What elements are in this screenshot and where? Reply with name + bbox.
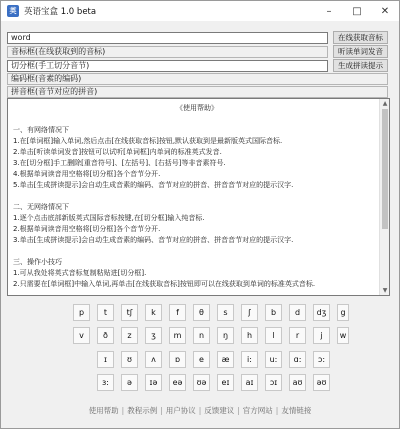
phonetic-key[interactable]: ʌ — [145, 351, 162, 368]
phonetic-key[interactable]: g — [337, 304, 349, 321]
word-input[interactable]: word — [7, 32, 328, 44]
phonetic-key[interactable]: ɪ — [97, 351, 114, 368]
help-line: 3.单击[生成拼读提示]会自动生成音素的编码、音节对应的拼音、拼音音节对应的提示汉字. — [13, 236, 294, 244]
help-line: 2.根据单词读音用空格将[切分框]各个音节分开. — [13, 225, 161, 233]
phonetic-key[interactable]: s — [217, 304, 234, 321]
phonetic-key[interactable]: ð — [97, 327, 114, 344]
listen-button[interactable]: 听读单词发音 — [333, 45, 388, 58]
help-line: 三、操作小技巧 — [13, 258, 62, 266]
phonetic-key[interactable]: r — [289, 327, 306, 344]
title-bar — [1, 1, 399, 21]
phonetic-key[interactable]: aʊ — [289, 374, 306, 391]
footer-links — [1, 405, 399, 416]
phonetic-key[interactable]: ʊ — [121, 351, 138, 368]
footer-link-help[interactable]: 使用帮助 — [88, 406, 119, 415]
help-line: 1.逐个点击底部新版英式国际音标按键,在[切分框]输入纯音标. — [13, 214, 205, 222]
help-title: 《使用帮助》 — [176, 104, 218, 112]
phonetic-key[interactable]: θ — [193, 304, 210, 321]
app-icon: 英 — [7, 5, 19, 17]
phonetic-key[interactable]: i: — [241, 351, 258, 368]
phonetic-key[interactable]: ɪə — [145, 374, 162, 391]
help-line: 1.可从我处将英式音标复制粘贴进[切分框]. — [13, 269, 147, 277]
help-line: 2.单击[听读单词发音]按钮可以试听[单词框]内单词的标准英式发音. — [13, 148, 222, 156]
help-line: 二、无网络情况下 — [13, 203, 69, 211]
help-line: 5.单击[生成拼读提示]会自动生成音素的编码、音节对应的拼音、拼音音节对应的提示汉字. — [13, 181, 294, 189]
phonetic-key[interactable]: b — [265, 304, 282, 321]
footer-separator: | — [160, 406, 163, 415]
phonetic-key[interactable]: aɪ — [241, 374, 258, 391]
window-controls — [315, 1, 399, 21]
fetch-phonetic-button[interactable]: 在线获取音标 — [333, 31, 388, 44]
maximize-icon[interactable]: □ — [352, 5, 362, 17]
phonetic-key[interactable]: ə — [121, 374, 138, 391]
scroll-up-icon[interactable]: ▲ — [382, 100, 388, 107]
phonetic-key[interactable]: t — [97, 304, 114, 321]
close-icon[interactable]: ✕ — [380, 5, 390, 17]
footer-separator: | — [121, 406, 125, 415]
help-line: 1.在[单词框]输入单词,然后点击[在线获取音标]按钮,默认获取到是最新版英式国际音标. — [13, 137, 283, 145]
phonetic-key[interactable]: ɔɪ — [265, 374, 282, 391]
help-line: 3.在[切分框]手工删除[重音符号]、[左括号]、[右括号]等非音素符号. — [13, 159, 226, 167]
footer-link-agreement[interactable]: 用户协议 — [165, 406, 196, 415]
phonetic-field[interactable]: 音标框(在线获取到的音标) — [7, 46, 328, 58]
help-line: 4.根据单词读音用空格将[切分框]各个音节分开. — [13, 170, 161, 178]
phonetic-key[interactable]: n — [193, 327, 210, 344]
phonetic-key[interactable]: j — [313, 327, 330, 344]
phonetic-key[interactable]: m — [169, 327, 186, 344]
phonetic-key[interactable]: k — [145, 304, 162, 321]
phonetic-key[interactable]: e — [193, 351, 210, 368]
phonetic-key[interactable]: f — [169, 304, 186, 321]
help-line — [13, 191, 381, 202]
phonetic-key[interactable]: ʒ — [145, 327, 162, 344]
phonetic-key[interactable]: u: — [265, 351, 282, 368]
generate-hint-button[interactable]: 生成拼读提示 — [333, 59, 388, 72]
footer-link-tutorial[interactable]: 教程示例 — [127, 406, 158, 415]
scroll-thumb[interactable] — [382, 109, 388, 229]
phonetic-key[interactable]: p — [73, 304, 90, 321]
footer-link-website[interactable]: 官方网站 — [242, 406, 273, 415]
cut-field[interactable]: 切分框(手工切分音节) — [7, 60, 328, 72]
footer-separator: | — [198, 406, 202, 415]
scroll-down-icon[interactable]: ▼ — [382, 287, 388, 294]
footer-separator: | — [275, 406, 279, 415]
code-field[interactable]: 编码框(音素的编码) — [7, 73, 388, 85]
phonetic-key[interactable]: ɔ: — [313, 351, 330, 368]
help-line — [13, 114, 381, 125]
footer-separator: | — [237, 406, 240, 415]
phonetic-key[interactable]: ɜ: — [97, 374, 114, 391]
phonetic-key[interactable]: z — [121, 327, 138, 344]
help-line: 2.只需要在[单词框]中输入单词,再单击[在线获取音标]按钮即可以在线获取到单词的标准英式音标. — [13, 280, 316, 288]
phonetic-key[interactable]: w — [337, 327, 349, 344]
phonetic-key[interactable]: tʃ — [121, 304, 138, 321]
phonetic-key[interactable]: eə — [169, 374, 186, 391]
footer-link-feedback[interactable]: 反馈建议 — [204, 406, 235, 415]
phonetic-key[interactable]: æ — [217, 351, 234, 368]
help-content — [13, 103, 381, 290]
phonetic-keyboard — [59, 301, 349, 396]
minimize-icon[interactable]: – — [326, 5, 332, 17]
phonetic-key[interactable]: l — [265, 327, 282, 344]
window-title: 英语宝盒 1.0 beta — [24, 7, 97, 17]
phonetic-key[interactable]: eɪ — [217, 374, 234, 391]
phonetic-key[interactable]: ɑ: — [289, 351, 306, 368]
help-scrollbar[interactable] — [379, 99, 389, 295]
help-line: 一、有网络情况下 — [13, 126, 69, 134]
phonetic-key[interactable]: ʃ — [241, 304, 258, 321]
phonetic-key[interactable]: ɒ — [169, 351, 186, 368]
phonetic-key[interactable]: ŋ — [217, 327, 234, 344]
help-line — [13, 246, 381, 257]
phonetic-key[interactable]: dʒ — [313, 304, 330, 321]
phonetic-key[interactable]: v — [73, 327, 90, 344]
pinyin-field[interactable]: 拼音框(音节对应的拼音) — [7, 86, 388, 98]
footer-link-friends[interactable]: 友情链接 — [281, 406, 312, 415]
phonetic-key[interactable]: d — [289, 304, 306, 321]
phonetic-key[interactable]: ʊə — [193, 374, 210, 391]
phonetic-key[interactable]: əʊ — [313, 374, 330, 391]
phonetic-key[interactable]: h — [241, 327, 258, 344]
help-textarea[interactable] — [7, 98, 390, 296]
